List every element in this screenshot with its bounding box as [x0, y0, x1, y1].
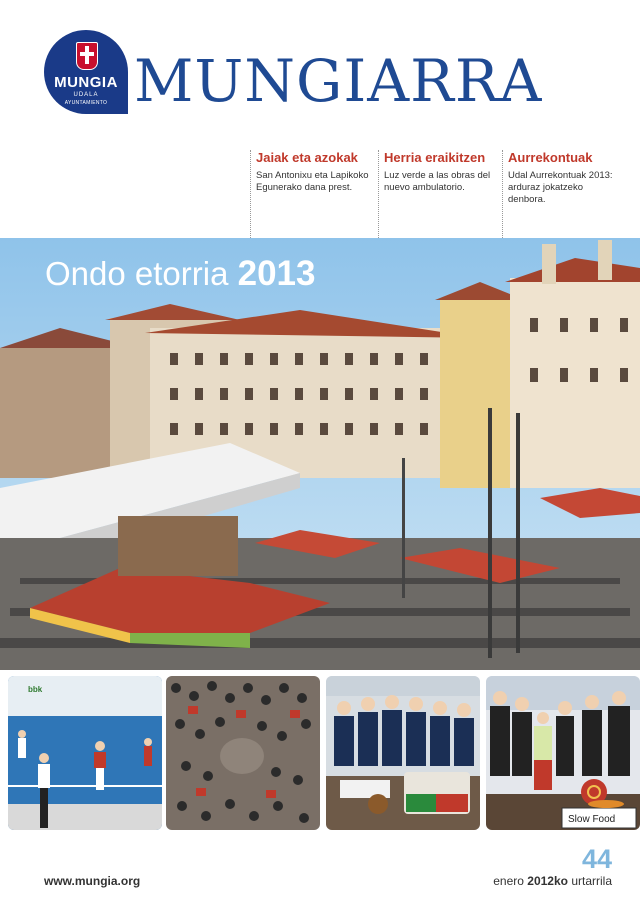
teaser-title: Jaiak eta azokak	[256, 150, 358, 165]
hero-title-year: 2013	[237, 254, 316, 293]
logo-name: MUNGIA	[54, 74, 118, 91]
teaser-desc: Udal Aurrekontuak 2013: arduraz jokatzeko denbora.	[508, 170, 613, 205]
issue-date	[493, 874, 612, 888]
issue-number: 44	[581, 844, 612, 874]
mungia-logo	[44, 30, 128, 114]
teaser-desc: Luz verde a las obras del nuevo ambulatorio.	[384, 170, 491, 193]
cover-teasers	[250, 150, 640, 238]
thumb-slow-food	[486, 676, 640, 830]
teaser-title: Herria eraikitzen	[384, 150, 486, 165]
thumb-group-photo	[326, 676, 480, 830]
thumb-crowd	[166, 676, 320, 830]
teaser-herria[interactable]	[378, 150, 498, 238]
logo-subtitle-1: UDALA	[73, 92, 99, 98]
hero-headline	[45, 254, 315, 294]
date-suffix: urtarrila	[567, 874, 612, 888]
teaser-jaiak[interactable]	[250, 150, 370, 238]
coat-of-arms-icon	[76, 42, 98, 70]
date-bold: 2012ko	[527, 874, 568, 888]
logo-subtitle-2: AYUNTAMIENTO	[64, 100, 108, 106]
court-banner-text: bbk	[28, 685, 43, 694]
magazine-title: MUNGIARRA	[134, 47, 543, 115]
thumb-pelota-court	[8, 676, 162, 830]
hero-title-text: Ondo etorria	[45, 255, 229, 292]
teaser-aurrekontuak[interactable]	[502, 150, 622, 238]
slow-food-text: Slow Food	[568, 814, 616, 825]
hero-photo	[0, 238, 640, 670]
date-prefix: enero	[493, 874, 528, 888]
teaser-desc: San Antonixu eta Lapikoko Egunerako dana prest.	[256, 170, 369, 193]
website-url[interactable]: www.mungia.org	[44, 874, 141, 888]
teaser-title: Aurrekontuak	[508, 150, 593, 165]
